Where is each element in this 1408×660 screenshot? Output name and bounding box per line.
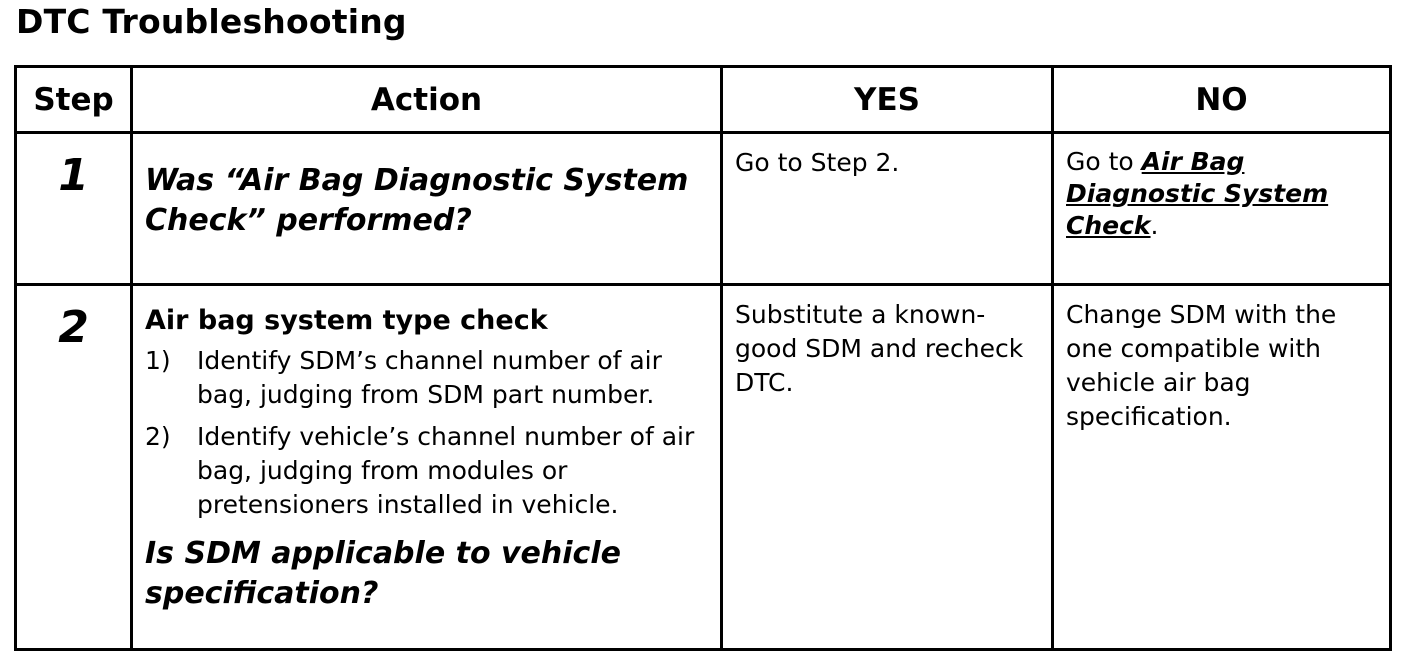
air-bag-diagnostic-system-check-link[interactable]: Air Bag Diagnostic System Check	[1066, 147, 1329, 240]
list-item-number: 1)	[145, 346, 171, 375]
list-item	[145, 420, 708, 522]
list-item	[145, 344, 708, 412]
header-action: Action	[133, 68, 723, 134]
list-item-text: Identify SDM’s channel number of air bag, judging from SDM part number.	[197, 346, 662, 409]
action-question: Was “Air Bag Diagnostic System Check” performed?	[145, 163, 689, 238]
action-cell	[133, 286, 723, 648]
action-subtitle: Air bag system type check	[145, 305, 548, 336]
table-row	[17, 134, 1389, 286]
action-cell	[133, 134, 723, 286]
no-cell	[1054, 134, 1389, 286]
no-cell	[1054, 286, 1389, 648]
header-yes: YES	[723, 68, 1054, 134]
no-suffix: .	[1150, 211, 1159, 240]
action-steps-list	[145, 344, 708, 522]
list-item-number: 2)	[145, 422, 171, 451]
dtc-troubleshooting-table	[14, 65, 1392, 651]
header-no: NO	[1054, 68, 1389, 134]
action-question: Is SDM applicable to vehicle specification?	[145, 536, 621, 611]
header-step: Step	[17, 68, 133, 134]
list-item-text: Identify vehicle’s channel number of air bag, judging from modules or pretensioners installed in vehicle.	[197, 422, 695, 519]
table-header-row	[17, 68, 1389, 134]
yes-cell	[723, 286, 1054, 648]
yes-text: Substitute a known-good SDM and recheck DTC.	[735, 300, 1024, 397]
no-text: Change SDM with the one compatible with vehicle air bag specification.	[1066, 300, 1337, 431]
no-prefix: Go to	[1066, 147, 1142, 176]
yes-text: Go to Step 2.	[735, 148, 900, 177]
page-title: DTC Troubleshooting	[16, 2, 407, 41]
step-number: 1	[17, 134, 133, 286]
yes-cell	[723, 134, 1054, 286]
step-number: 2	[17, 286, 133, 648]
table-row	[17, 286, 1389, 648]
